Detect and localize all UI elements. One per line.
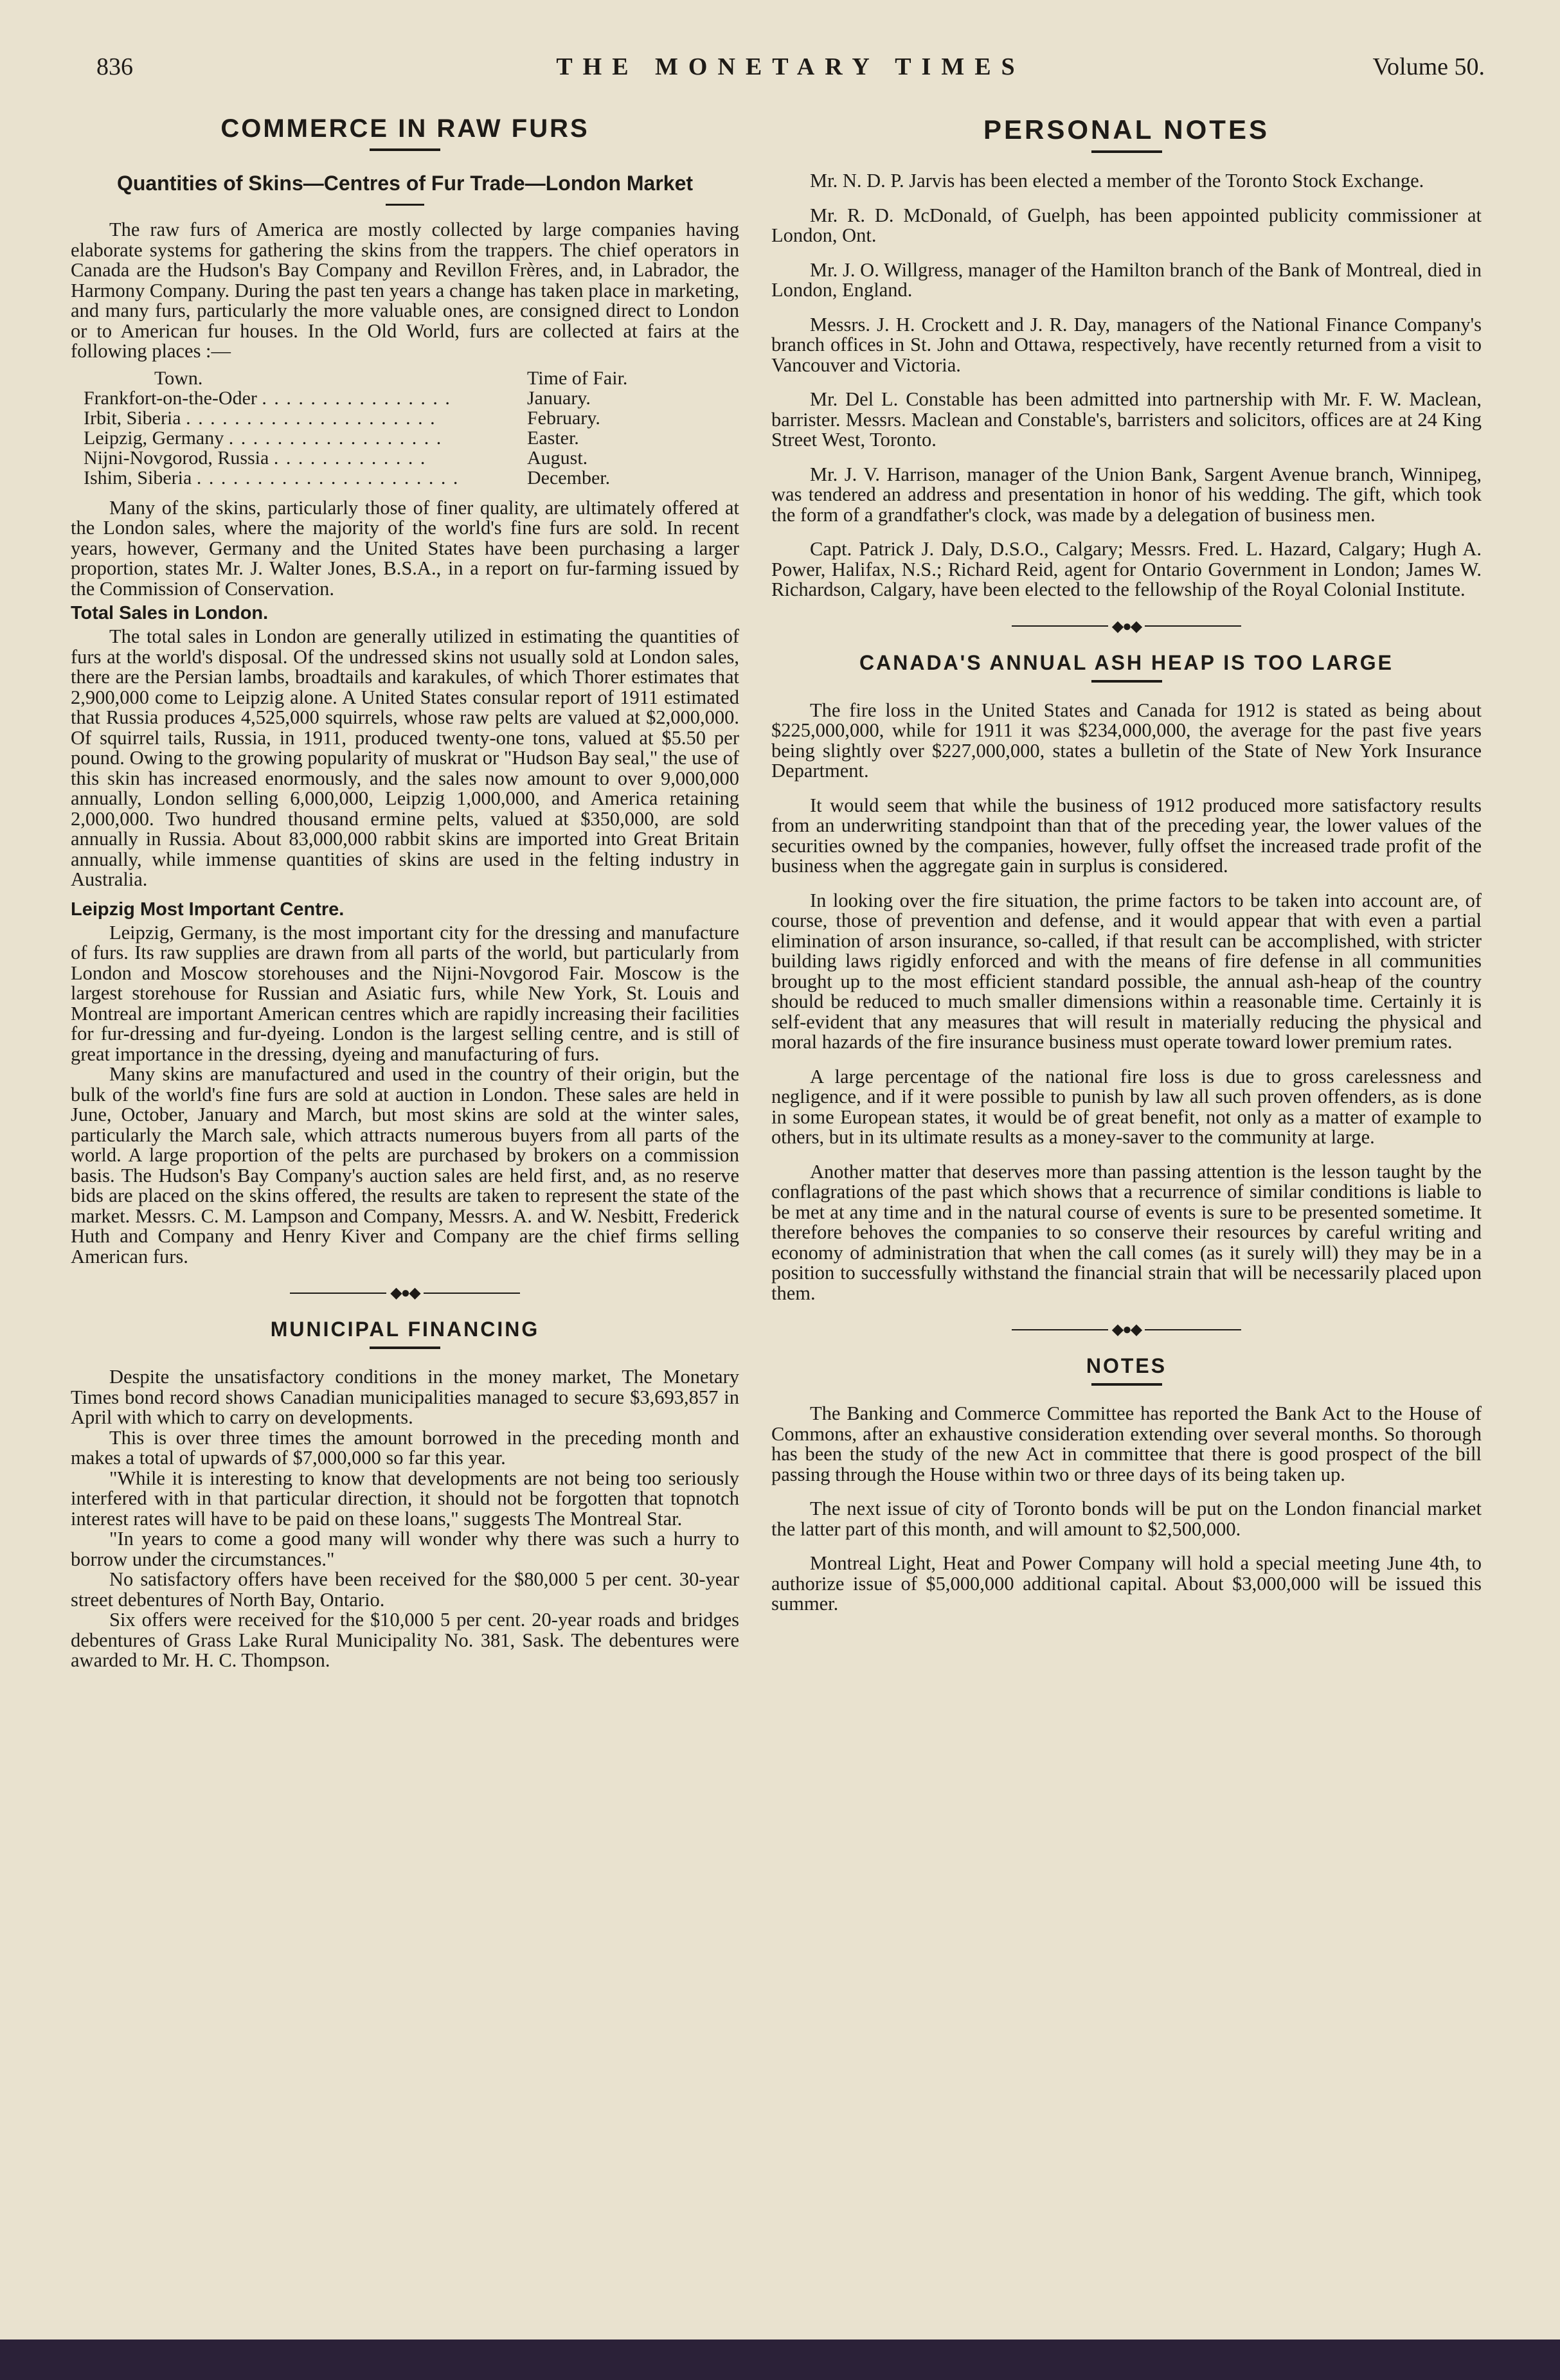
fair-town: Leipzig, Germany [84, 427, 224, 449]
fair-town: Nijni-Novgorod, Russia [84, 447, 269, 469]
fairs-row [84, 408, 675, 428]
paragraph-leipzig-1: Leipzig, Germany, is the most important city for the dressing and manufacture of furs. Its raw supplies are drawn from all parts of the world, but particularly from London and Moscow storehouses and the Nijni-Novgorod Fair. Moscow is the largest storehouse for Russian and Asiatic furs, while New York, St. Louis and Montreal are important American centres which are rapidly increasing their facilities for fur-dressing and fur-dyeing. London is the largest selling centre, and is still of great importance in the dressing, dyeing and manufacturing of furs. [71, 921, 739, 1065]
title-rule [1091, 1383, 1162, 1386]
paragraph-notes: The next issue of city of Toronto bonds will be put on the London financial market the latter part of this month, and will amount to $2,500,000. [771, 1498, 1482, 1540]
article-title-notes: NOTES [1086, 1354, 1167, 1377]
personal-note: Mr. Del L. Constable has been admitted into partnership with Mr. F. W. Maclean, barrister. Messrs. Maclean and Constable's, barristers and solicitors, offices are at 24 King Street West, Toronto. [771, 388, 1482, 451]
paragraph-intro: The raw furs of America are mostly collected by large companies having elaborate systems for gathering the skins from the trappers. The chief operators in Canada are the Hudson's Bay Company and Revillon Frères, and, in Labrador, the Harmony Company. During the past ten years a change has taken place in marketing, and many furs, particularly the more valuable ones, are consigned direct to London or to American fur houses. In the Old World, furs are collected at fairs at the following places :— [71, 219, 739, 362]
fairs-table-header [84, 368, 675, 388]
fair-time: August. [527, 447, 588, 469]
article-title-ash-heap: CANADA'S ANNUAL ASH HEAP IS TOO LARGE [859, 650, 1394, 674]
paragraph-municipal: Despite the unsatisfactory conditions in the money market, The Monetary Times bond record shows Canadian municipalities managed to secure $3,693,857 in April with which to carry on developments. [71, 1366, 739, 1428]
article-title-municipal: MUNICIPAL FINANCING [270, 1318, 540, 1341]
leader-dots: . . . . . . . . . . . . . . . . . . . . . . [196, 467, 460, 488]
volume-label: Volume 50. [1372, 53, 1485, 80]
article-title-personal-notes: PERSONAL NOTES [983, 114, 1269, 145]
fair-town: Irbit, Siberia [84, 407, 181, 429]
paragraph-municipal: This is over three times the amount borrowed in the preceding month and makes a total of upwards of $7,000,000 so far this year. [71, 1426, 739, 1469]
personal-note: Mr. N. D. P. Jarvis has been elected a member of the Toronto Stock Exchange. [810, 170, 1424, 192]
personal-note: Mr. J. O. Willgress, manager of the Hamilton branch of the Bank of Montreal, died in London, England. [771, 258, 1482, 301]
personal-note: Capt. Patrick J. Daly, D.S.O., Calgary; Messrs. Fred. L. Hazard, Calgary; Hugh A. Power, Halifax, N.S.; Richard Reid, agent for Ontario Government in London; James W. Richardson, Calgary, have been elected to the fellowship of the Royal Colonial Institute. [771, 538, 1482, 600]
paragraph-notes: The Banking and Commerce Committee has reported the Bank Act to the House of Commons, after an exhaustive consideration extending over several months. So thorough has been the study of the new Act in committee that there is good prospect of the bill passing through the House within two or three days of its being taken up. [771, 1402, 1482, 1485]
fairs-row [84, 468, 675, 488]
sidehead-leipzig: Leipzig Most Important Centre. [71, 899, 345, 920]
paragraph-notes: Montreal Light, Heat and Power Company will hold a special meeting June 4th, to authorize issue of $5,000,000 additional capital. About $3,000,000 will be issued this summer. [771, 1552, 1482, 1615]
fairs-col-town: Town. [154, 367, 203, 389]
paragraph-municipal: "In years to come a good many will wonder why there was such a hurry to borrow under the circumstances." [71, 1528, 739, 1570]
right-column [771, 96, 1482, 1615]
paragraph-finer-quality: Many of the skins, particularly those of finer quality, are ultimately offered at the London sales, where the majority of the world's fine furs are sold. In recent years, however, Germany and the United States have been purchasing a larger proportion, states Mr. J. Walter Jones, B.S.A., in a report on fur-farming issued by the Commission of Conservation. [71, 496, 739, 600]
fair-town: Ishim, Siberia [84, 467, 192, 488]
personal-note: Messrs. J. H. Crockett and J. R. Day, managers of the National Finance Company's branch offices in St. John and Ottawa, respectively, have recently returned from a visit to Vancouver and Victoria. [771, 313, 1482, 376]
page-number: 836 [96, 53, 133, 80]
fairs-row [84, 388, 675, 408]
title-rule [370, 148, 440, 151]
leader-dots: . . . . . . . . . . . . . . . . [262, 387, 451, 409]
leader-dots: . . . . . . . . . . . . . [273, 447, 427, 469]
left-column [71, 96, 739, 1671]
paragraph-municipal: "While it is interesting to know that developments are not being too seriously interfered with in that particular direction, it should not be forgotten that topnotch interest rates will have to be paid on these loans," suggests The Montreal Star. [71, 1467, 739, 1530]
paragraph-ash-heap: Another matter that deserves more than passing attention is the lesson taught by the conflagrations of the past which shows that a recurrence of similar conditions is liable to be met at any time and in the natural course of events is sure to be presented sometime. It therefore behoves the companies to so conserve their resources by careful writing and economy of administration that when the call comes (as it surely will) they may be in a position to successfully withstand the financial strain that will be necessarily placed upon them. [771, 1160, 1482, 1304]
fair-time: February. [527, 407, 600, 429]
section-ornament: ◆●◆ [71, 1284, 739, 1302]
title-rule [1091, 680, 1162, 683]
page-header [96, 53, 1485, 91]
paragraph-total-sales: The total sales in London are generally utilized in estimating the quantities of furs at the world's disposal. Of the undressed skins not usually sold at London sales, there are the Persian lambs, broadtails and karakules, of which Thorer estimates that 2,900,000 come to Leipzig alone. A United States consular report of 1911 estimated that Russia produces 4,525,000 squirrels, whose raw pelts are valued at $2,000,000. Of squirrel tails, Russia, in 1911, produced twenty-one tons, valued at $5.50 per pound. Owing to the growing popularity of muskrat or "Hudson Bay seal," the use of this skin has increased enormously, and the sales now amount to over 9,000,000 annually, London selling 6,000,000, Leipzig 1,000,000, and America retaining 2,000,000. Two hundred thousand ermine pelts, valued at $350,000, are sold annually in Russia. About 83,000,000 rabbit skins are imported into Great Britain annually, while immense quantities of skins are used in the felting industry in Australia. [71, 625, 739, 890]
fairs-table [84, 368, 675, 488]
fair-time: December. [527, 467, 611, 488]
personal-note: Mr. R. D. McDonald, of Guelph, has been appointed publicity commissioner at London, Ont. [771, 204, 1482, 246]
publication-title: THE MONETARY TIMES [556, 53, 1025, 80]
leader-dots: . . . . . . . . . . . . . . . . . . . . . [186, 407, 436, 429]
paragraph-municipal: Six offers were received for the $10,000 5 per cent. 20-year roads and bridges debentures of Grass Lake Rural Municipality No. 381, Sask. The debentures were awarded to Mr. H. C. Thompson. [71, 1609, 739, 1671]
paragraph-ash-heap: A large percentage of the national fire loss is due to gross carelessness and negligence, and if it were possible to punish by law all such proven offenders, as is done in some European states, it would be of great benefit, not only as a matter of example to others, but in its ultimate results as a money-saver to the community at large. [771, 1065, 1482, 1148]
paragraph-municipal: No satisfactory offers have been received for the $80,000 5 per cent. 30-year street debentures of North Bay, Ontario. [71, 1568, 739, 1611]
leader-dots: . . . . . . . . . . . . . . . . . . [228, 427, 443, 449]
section-ornament: ◆●◆ [771, 617, 1482, 636]
paragraph-leipzig-2: Many skins are manufactured and used in the country of their origin, but the bulk of the world's fine furs are sold at auction in London. These sales are held in June, October, January and March, but most skins are sold at the winter sales, particularly the March sale, which attracts numerous buyers from all parts of the world. A large proportion of the pelts are purchased by brokers on a commission basis. The Hudson's Bay Company's auction sales are held first, and, as no reserve bids are placed on the skins offered, the results are taken to represent the state of the market. Messrs. C. M. Lampson and Company, Messrs. A. and W. Nesbitt, Frederick Huth and Company and Henry Kiver and Company are the chief firms selling American furs. [71, 1063, 739, 1267]
sidehead-total-sales: Total Sales in London. [71, 603, 269, 623]
article-title-raw-furs: COMMERCE IN RAW FURS [220, 114, 589, 143]
fair-time: January. [527, 387, 591, 409]
title-rule [370, 1347, 440, 1349]
scan-background-edge [0, 2340, 1560, 2380]
fair-time: Easter. [527, 427, 579, 449]
article-subtitle: Quantities of Skins—Centres of Fur Trade—London Market [116, 172, 694, 195]
personal-note: Mr. J. V. Harrison, manager of the Union Bank, Sargent Avenue branch, Winnipeg, was tendered an address and presentation in honor of his wedding. The gift, which took the form of a grandfather's clock, was made by a delegation of business men. [771, 463, 1482, 526]
subtitle-rule [386, 204, 424, 206]
fair-town: Frankfort-on-the-Oder [84, 387, 257, 409]
paragraph-ash-heap: In looking over the fire situation, the prime factors to be taken into account are, of course, those of prevention and defense, and it would appear that with even a partial elimination of arson insurance, so-called, if that result can be accomplished, with stricter building laws rigidly enforced and with the means of fire defense in all communities brought up to the most efficient standard possible, the annual ash-heap of the country should be reduced to much smaller dimensions within a reasonable time. Certainly it is self-evident that any measures that will result in materially reducing the physical and moral hazards of the fire insurance business must operate toward lower premium rates. [771, 889, 1482, 1053]
paragraph-ash-heap: The fire loss in the United States and Canada for 1912 is stated as being about $225,000,000, while for 1911 it was $234,000,000, the average for the past five years being slightly over $227,000,000, states a bulletin of the State of New York Insurance Department. [771, 699, 1482, 782]
paragraph-ash-heap: It would seem that while the business of 1912 produced more satisfactory results from an underwriting standpoint than that of the preceding year, the lower values of the securities owned by the companies, however, fully offset the increased trade profit of the business when the aggregate gain in surplus is considered. [771, 794, 1482, 877]
fairs-row [84, 448, 675, 468]
title-rule [1091, 150, 1162, 153]
section-ornament: ◆●◆ [771, 1320, 1482, 1339]
fairs-col-time: Time of Fair. [527, 367, 628, 389]
fairs-row [84, 428, 675, 448]
